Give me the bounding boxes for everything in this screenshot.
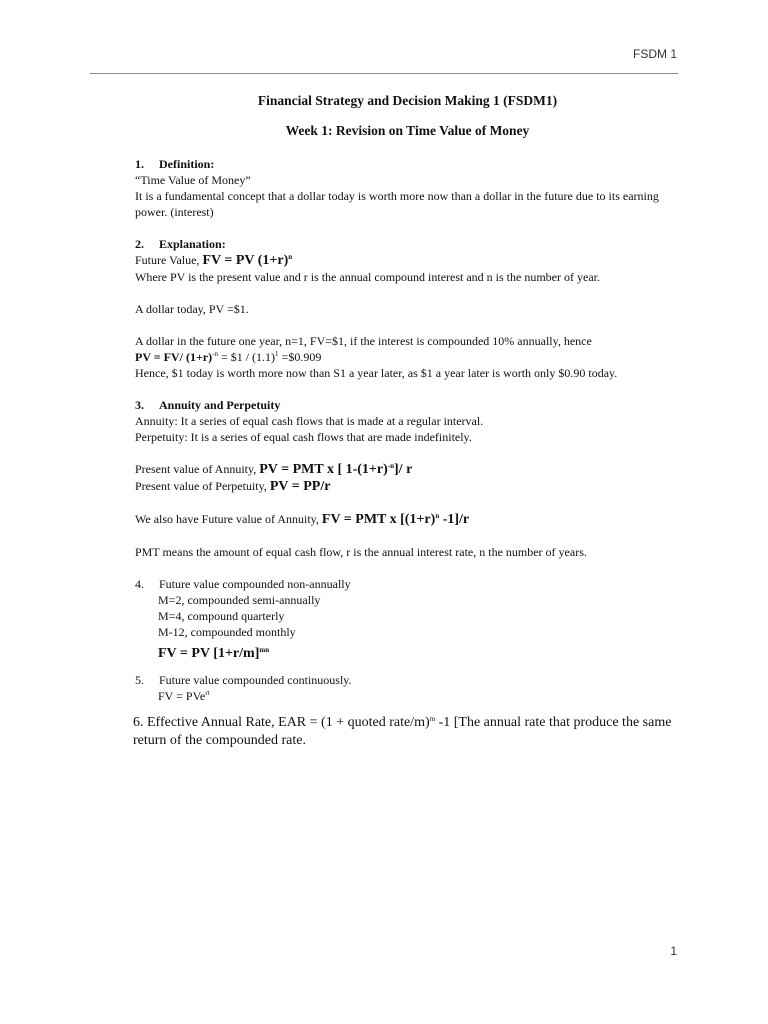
fv-formula: FV = PV $(1+r)^n$ bbox=[202, 253, 293, 268]
fv-annuity-line: We also have Future value of Annuity, FV = PMT x [$(1+r)^n$ -1]/r bbox=[135, 512, 470, 527]
section-1-body: It is a fundamental concept that a dollar today is worth more now than a dollar in the future due to its earning power. (interest) bbox=[135, 189, 659, 219]
annuity-definition: Annuity: It a series of equal cash flows that is made at a regular interval. bbox=[135, 414, 484, 428]
fv-annuity-formula: FV = PMT x [$(1+r)^n$ -1]/r bbox=[321, 512, 470, 527]
pv-perpetuity-line: Present value of Perpetuity, PV = PP/r bbox=[135, 479, 331, 494]
pv-perpetuity-formula: PV = PP/r bbox=[269, 479, 331, 494]
document-body bbox=[135, 92, 680, 750]
section-4-heading: 4. Future value compounded non-annually bbox=[135, 577, 351, 591]
m12-line: M-12, compounded monthly bbox=[158, 625, 296, 639]
pmt-note: PMT means the amount of equal cash flow, r is the annual interest rate, n the number of years. bbox=[135, 545, 587, 559]
perpetuity-definition: Perpetuity: It is a series of equal cash flows that are made indefinitely. bbox=[135, 430, 472, 444]
fv-nonannual-formula: FV = PV $[1+r/m]^{mn}$ bbox=[158, 646, 270, 661]
pv-formula-line: PV = FV/ $(1+r)^{-n}$ = $1 / $(1.1)^1$ =$0.909 bbox=[135, 350, 322, 364]
header-code: FSDM 1 bbox=[632, 47, 677, 61]
section-1-heading: 1. Definition: bbox=[135, 157, 215, 171]
section-3-heading: 3. Annuity and Perpetuity bbox=[135, 398, 281, 412]
dollar-today: A dollar today, PV =$1. bbox=[135, 302, 249, 316]
pv-annuity-formula: PV = PMT x [ $1-(1+r)^{-n}]/$ r bbox=[259, 462, 413, 477]
pv-annuity-line: Present value of Annuity, PV = PMT x [ $1-(1+r)^{-n}]/$ r bbox=[135, 462, 413, 477]
m2-line: M=2, compounded semi-annually bbox=[158, 593, 321, 607]
page-number: 1 bbox=[670, 944, 677, 958]
section-5-heading: 5. Future value compounded continuously. bbox=[135, 673, 352, 687]
section-2-heading: 2. Explanation: bbox=[135, 237, 226, 251]
m4-line: M=4, compound quarterly bbox=[158, 609, 285, 623]
document-title: Financial Strategy and Decision Making 1 (FSDM1) bbox=[257, 93, 558, 108]
header-divider bbox=[90, 73, 678, 74]
hence-line: Hence, $1 today is worth more now than S1 a year later, as $1 a year later is worth only $0.90 today. bbox=[135, 366, 618, 380]
fv-continuous-formula: FV = PVe$^{rt}$ bbox=[158, 689, 210, 703]
dollar-future: A dollar in the future one year, n=1, FV=$1, if the interest is compounded 10% annually, hence bbox=[135, 334, 592, 348]
ear-paragraph: 6. Effective Annual Rate, EAR = (1 + quoted rate/m)$^m$ -1 [The annual rate that produce the same return of the compounded rate. bbox=[133, 715, 672, 748]
section-1-quote: “Time Value of Money” bbox=[135, 173, 251, 187]
fv-formula-line: Future Value, FV = PV $(1+r)^n$ bbox=[135, 253, 293, 268]
document-subtitle: Week 1: Revision on Time Value of Money bbox=[285, 123, 530, 138]
fv-where: Where PV is the present value and r is the annual compound interest and n is the number of year. bbox=[135, 270, 600, 284]
